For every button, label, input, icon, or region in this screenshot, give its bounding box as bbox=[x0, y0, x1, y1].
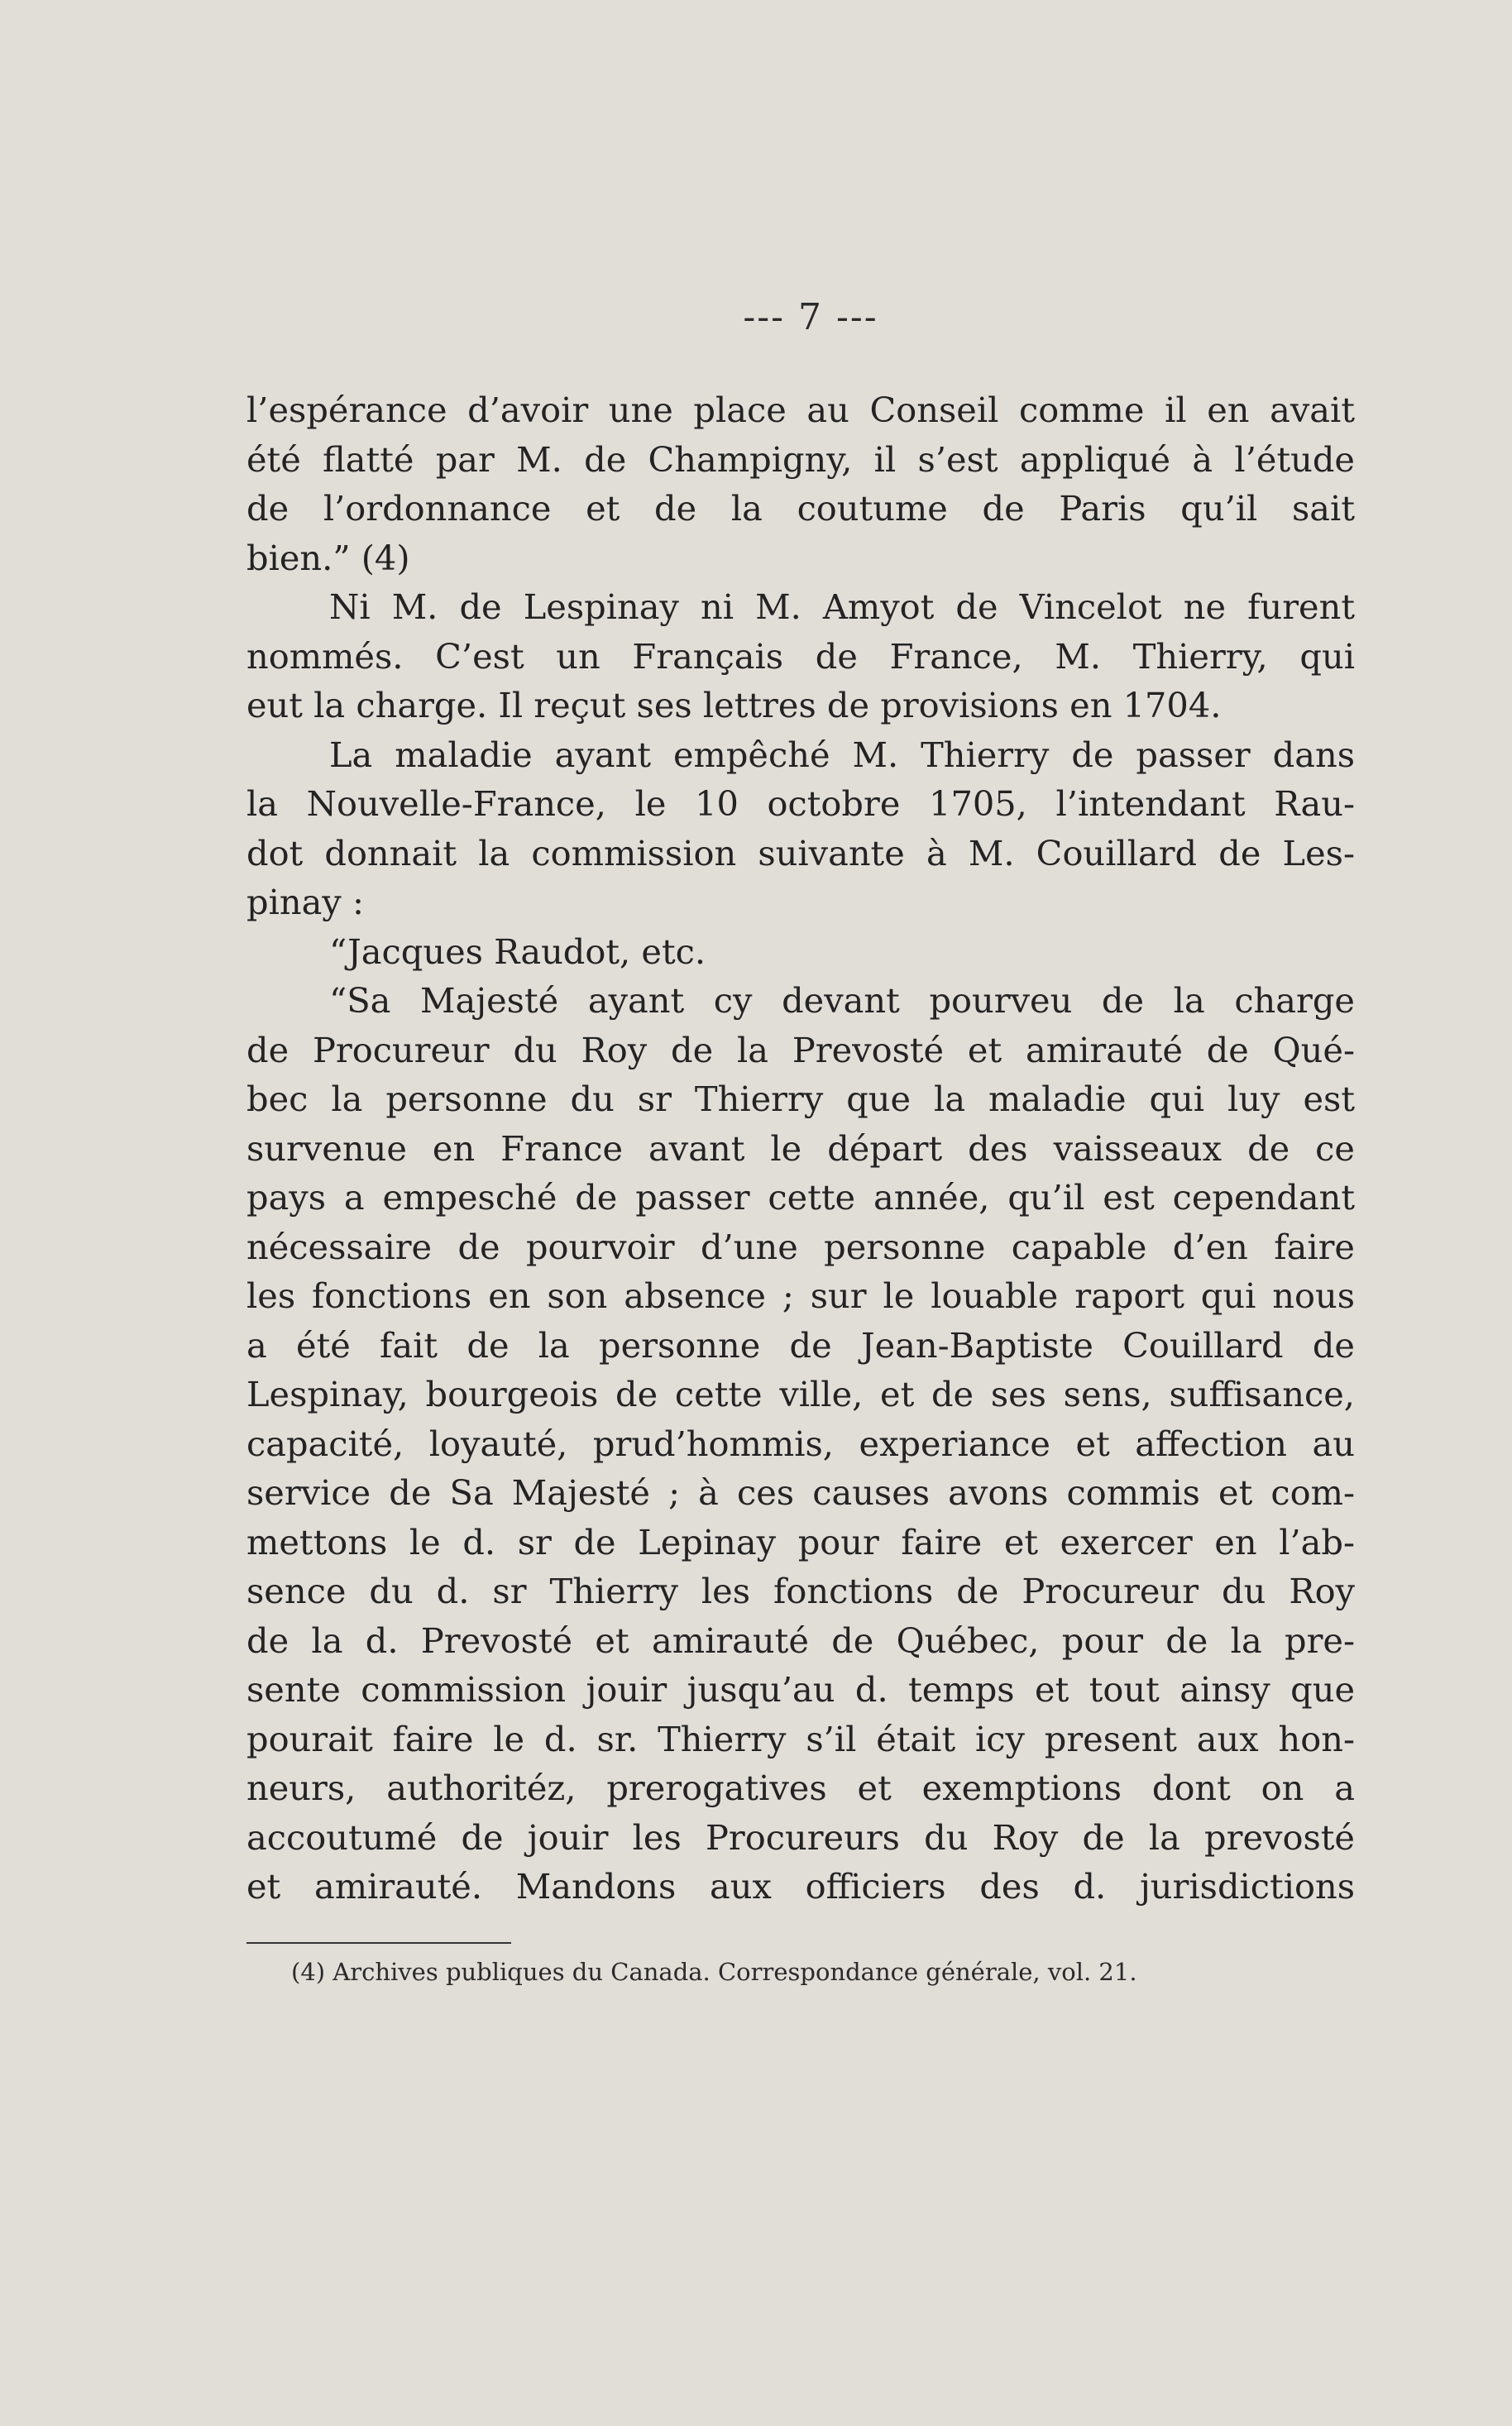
text-line: de la d. Prevosté et amirauté de Québec, pour de la pre- bbox=[246, 1620, 1355, 1661]
text-line: Lespinay, bourgeois de cette ville, et de ses sens, suffisance, bbox=[246, 1374, 1355, 1414]
text-line: sente commission jouir jusqu’au d. temps et tout ainsy que bbox=[246, 1669, 1355, 1710]
text-line: sence du d. sr Thierry les fonctions de Procureur du Roy bbox=[246, 1571, 1355, 1611]
text-line: bec la personne du sr Thierry que la maladie qui luy est bbox=[246, 1079, 1355, 1119]
text-line: nécessaire de pourvoir d’une personne capable d’en faire bbox=[246, 1226, 1355, 1267]
text-line: survenue en France avant le départ des vaisseaux de ce bbox=[246, 1127, 1355, 1169]
text-line: mettons le d. sr de Lepinay pour faire et exercer en l’ab- bbox=[246, 1521, 1355, 1562]
text-line: service de Sa Majesté ; à ces causes avons commis et com- bbox=[246, 1472, 1355, 1513]
text-line: de Procureur du Roy de la Prevosté et amirauté de Qué- bbox=[246, 1029, 1355, 1070]
text-line: été flatté par M. de Champigny, il s’est appliqué à l’étude bbox=[246, 438, 1355, 480]
page-number: --- 7 --- bbox=[743, 296, 878, 338]
text-line: “Jacques Raudot, etc. bbox=[329, 931, 706, 972]
body-text bbox=[246, 385, 1355, 1912]
text-line: eut la charge. Il reçut ses lettres de provisions en 1704. bbox=[246, 685, 1222, 725]
text-line: pinay : bbox=[246, 882, 364, 922]
text-line: La maladie ayant empêché M. Thierry de passer dans bbox=[329, 734, 1355, 775]
text-line: “Sa Majesté ayant cy devant pourveu de la charge bbox=[329, 980, 1355, 1021]
text-line: la Nouvelle-France, le 10 octobre 1705, l’intendant Rau- bbox=[246, 783, 1355, 824]
footnote-separator bbox=[246, 1942, 511, 1944]
text-line: capacité, loyauté, prud’hommis, experiance et affection au bbox=[246, 1423, 1355, 1464]
text-line: neurs, authoritéz, prerogatives et exemptions dont on a bbox=[246, 1768, 1355, 1808]
text-line: de l’ordonnance et de la coutume de Paris qu’il sait bbox=[246, 488, 1355, 529]
text-line: pourait faire le d. sr. Thierry s’il était icy present aux hon- bbox=[246, 1718, 1355, 1759]
text-line: accoutumé de jouir les Procureurs du Roy de la prevosté bbox=[246, 1816, 1355, 1858]
text-line: et amirauté. Mandons aux officiers des d. jurisdictions bbox=[246, 1866, 1355, 1907]
text-line: pays a empesché de passer cette année, qu’il est cependant bbox=[246, 1177, 1355, 1218]
text-line: Ni M. de Lespinay ni M. Amyot de Vincelot ne furent bbox=[329, 586, 1355, 627]
text-line: dot donnait la commission suivante à M. Couillard de Les- bbox=[246, 832, 1355, 873]
text-line: nommés. C’est un Français de France, M. Thierry, qui bbox=[246, 635, 1355, 677]
text-line: bien.” (4) bbox=[246, 537, 410, 578]
text-line: les fonctions en son absence ; sur le louable raport qui nous bbox=[246, 1275, 1355, 1316]
text-line: l’espérance d’avoir une place au Conseil comme il en avait bbox=[246, 390, 1355, 430]
footnote: (4) Archives publiques du Canada. Correspondance générale, vol. 21. bbox=[291, 1958, 1137, 1986]
text-line: a été fait de la personne de Jean-Baptiste Couillard de bbox=[246, 1324, 1355, 1366]
